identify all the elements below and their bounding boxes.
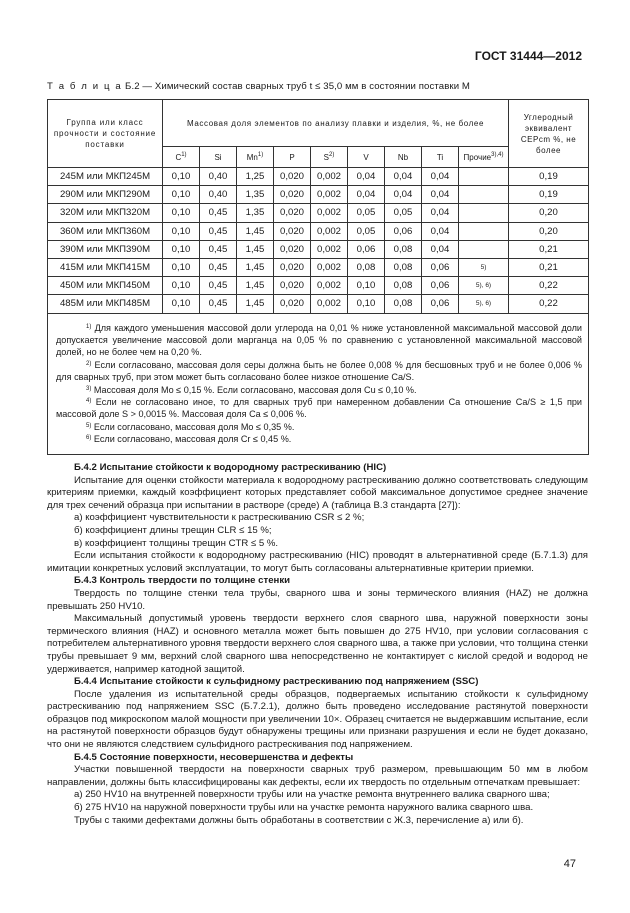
value-cell: 0,06	[348, 240, 385, 258]
value-cell: 0,002	[311, 186, 348, 204]
value-cell: 0,06	[422, 258, 459, 276]
element-symbol: Mn	[246, 152, 258, 162]
value-cell: 0,002	[311, 168, 348, 186]
element-symbol: Nb	[397, 152, 409, 162]
value-cell: 0,020	[274, 240, 311, 258]
value-cell: 0,002	[311, 258, 348, 276]
paragraph: б) 275 HV10 на наружной поверхности трубы или на участке ремонта наружного валика сварного шва.	[74, 802, 534, 814]
document-id: ГОСТ 31444—2012	[474, 49, 582, 63]
value-cell: 0,10	[163, 258, 200, 276]
element-footnote-mark: 3),4)	[491, 151, 504, 158]
paragraph: в) коэффициент толщины трещин CTR ≤ 5 %.	[74, 537, 279, 549]
element-header-cell	[459, 147, 509, 168]
page-number: 47	[563, 858, 576, 870]
table-row	[48, 240, 589, 258]
element-symbol: Si	[214, 152, 222, 162]
element-header-cell	[163, 147, 200, 168]
value-cell	[459, 240, 509, 258]
value-cell: 0,05	[348, 222, 385, 240]
value-cell: 0,08	[348, 258, 385, 276]
element-header-cell	[311, 147, 348, 168]
element-header-cell	[385, 147, 422, 168]
value-cell: 0,10	[163, 186, 200, 204]
element-header-cell	[274, 147, 311, 168]
value-cell: 0,08	[385, 277, 422, 295]
carbon-equivalent-cell: 0,22	[509, 295, 589, 313]
value-cell: 1,45	[237, 258, 274, 276]
header-group: Группа или класс прочности и состояние поставки	[48, 100, 163, 168]
carbon-equivalent-cell: 0,21	[509, 258, 589, 276]
footnote	[56, 433, 582, 445]
value-cell: 1,45	[237, 222, 274, 240]
section-heading: Б.4.4 Испытание стойкости к сульфидному растрескиванию под напряжением (SSC)	[74, 676, 479, 688]
value-cell: 0,020	[274, 168, 311, 186]
element-symbol: S	[323, 152, 329, 162]
value-cell: 0,45	[200, 222, 237, 240]
strength-group-cell: 320М или МКП320М	[48, 204, 163, 222]
value-cell: 0,10	[348, 295, 385, 313]
value-cell: 1,45	[237, 277, 274, 295]
value-cell: 0,05	[385, 204, 422, 222]
strength-group-cell: 390М или МКП390М	[48, 240, 163, 258]
value-cell: 0,002	[311, 204, 348, 222]
carbon-equivalent-cell: 0,20	[509, 204, 589, 222]
footnote-text: Массовая доля Mo ≤ 0,15 %. Если согласовано, массовая доля Cu ≤ 0,10 %.	[93, 384, 417, 395]
value-cell: 0,020	[274, 222, 311, 240]
value-cell: 5), 6)	[459, 295, 509, 313]
value-cell: 0,06	[422, 295, 459, 313]
strength-group-cell: 245М или МКП245М	[48, 168, 163, 186]
value-cell: 0,10	[163, 222, 200, 240]
element-header-cell	[200, 147, 237, 168]
value-cell: 0,04	[385, 168, 422, 186]
section-heading: Б.4.3 Контроль твердости по толщине стенки	[74, 575, 291, 587]
value-cell: 0,002	[311, 295, 348, 313]
value-cell: 1,45	[237, 240, 274, 258]
footnote-mark: 6)	[86, 435, 92, 442]
element-symbol: V	[363, 152, 369, 162]
body-text	[47, 462, 588, 827]
value-cell	[459, 186, 509, 204]
value-cell	[459, 168, 509, 186]
value-cell: 0,10	[163, 277, 200, 295]
value-cell: 0,45	[200, 258, 237, 276]
value-cell: 0,04	[385, 186, 422, 204]
element-footnote-mark: 1)	[257, 151, 264, 158]
value-cell: 1,45	[237, 295, 274, 313]
footnote-text: Если согласовано, массовая доля Cr ≤ 0,45 %.	[93, 434, 292, 445]
footnote	[56, 322, 582, 359]
footnote-text: Для каждого уменьшения массовой доли углерода на 0,01 % ниже установленной максимальной массовой доли допускается увеличение массовой доли марганца на 0,05 % по сравнению с установленной максимальной массовой долей, но не более чем на 0,20 %.	[56, 322, 583, 358]
table-row	[48, 295, 589, 313]
caption-text: Б.2 — Химический состав сварных труб t ≤ 35,0 мм в состоянии поставки М	[125, 81, 471, 92]
footnote	[56, 396, 582, 421]
strength-group-cell: 290М или МКП290М	[48, 186, 163, 204]
strength-group-cell: 485М или МКП485М	[48, 295, 163, 313]
value-cell: 0,020	[274, 258, 311, 276]
table-row	[48, 204, 589, 222]
value-cell: 1,35	[237, 204, 274, 222]
value-cell: 0,04	[422, 168, 459, 186]
carbon-equivalent-cell: 0,19	[509, 186, 589, 204]
value-cell: 0,10	[163, 168, 200, 186]
value-cell: 5), 6)	[459, 277, 509, 295]
value-cell: 0,002	[311, 222, 348, 240]
value-cell: 0,06	[385, 222, 422, 240]
element-footnote-mark: 2)	[329, 151, 335, 158]
value-cell: 0,10	[163, 295, 200, 313]
value-cell: 0,40	[200, 186, 237, 204]
table-caption	[47, 81, 470, 92]
value-cell: 0,020	[274, 204, 311, 222]
element-header-cell	[237, 147, 274, 168]
value-cell: 0,08	[385, 240, 422, 258]
paragraph: Испытание для оценки стойкости материала к водородному растрескиванию должно соответствовать следующим критериям приемки, каждый коэффициент которых представляет собой максимальное допустимое среднее значение для трех сечений образца при испытании в растворе (среде) А (таблица В.3 стандарта [27]):	[47, 474, 588, 511]
value-cell	[459, 204, 509, 222]
table-body	[48, 168, 589, 314]
value-cell: 0,04	[422, 186, 459, 204]
value-cell: 0,04	[348, 186, 385, 204]
value-cell: 0,40	[200, 168, 237, 186]
footnote-mark: 1)	[86, 323, 92, 330]
value-cell: 0,04	[422, 222, 459, 240]
value-cell: 1,35	[237, 186, 274, 204]
paragraph: Твердость по толщине стенки тела трубы, сварного шва и зоны термического влияния (HAZ) не должна превышать 250 HV10.	[47, 587, 588, 612]
value-cell: 0,08	[385, 258, 422, 276]
carbon-equivalent-cell: 0,22	[509, 277, 589, 295]
paragraph: а) коэффициент чувствительности к растрескиванию CSR ≤ 2 %;	[74, 512, 365, 524]
strength-group-cell: 360М или МКП360М	[48, 222, 163, 240]
value-cell: 0,020	[274, 295, 311, 313]
chemical-composition-table	[47, 99, 589, 455]
carbon-equivalent-cell: 0,19	[509, 168, 589, 186]
value-cell: 0,45	[200, 204, 237, 222]
footnote-mark: 4)	[86, 397, 92, 404]
value-cell: 0,04	[348, 168, 385, 186]
table-row	[48, 277, 589, 295]
value-cell: 0,002	[311, 277, 348, 295]
caption-prefix: Т а б л и ц а	[47, 81, 123, 92]
table-row	[48, 222, 589, 240]
value-cell: 0,45	[200, 240, 237, 258]
value-cell	[459, 222, 509, 240]
element-symbol: C	[175, 152, 182, 162]
value-cell: 0,020	[274, 186, 311, 204]
value-cell: 0,04	[422, 240, 459, 258]
footnote-text: Если согласовано, массовая доля серы должна быть не более 0,008 % для бесшовных труб и не более 0,006 % для сварных труб, при этом может быть согласовано более низкое отношение Ca/S.	[56, 359, 583, 383]
value-cell: 0,05	[348, 204, 385, 222]
paragraph: б) коэффициент длины трещин CLR ≤ 15 %;	[74, 524, 272, 536]
value-cell: 0,002	[311, 240, 348, 258]
paragraph: а) 250 HV10 на внутренней поверхности трубы или на участке ремонта внутреннего валика сварного шва;	[74, 789, 550, 801]
section-heading: Б.4.5 Состояние поверхности, несовершенства и дефекты	[74, 751, 354, 763]
paragraph: Трубы с такими дефектами должны быть обработаны в соответствии с Ж.3, перечисление а) или б).	[74, 814, 524, 826]
element-symbol: Прочие	[463, 152, 492, 162]
footnote	[56, 384, 582, 396]
header-mass-fraction: Массовая доля элементов по анализу плавки и изделия, %, не более	[163, 100, 509, 147]
strength-group-cell: 450М или МКП450М	[48, 277, 163, 295]
table-row	[48, 168, 589, 186]
header-carbon-equivalent: Углеродный эквивалент CEPcm %, не более	[509, 100, 589, 168]
value-cell: 0,10	[348, 277, 385, 295]
paragraph: Максимальный допустимый уровень твердости верхнего слоя сварного шва, наружной поверхности зоны термического влияния (HAZ) и основного металла может быть повышен до 275 HV10, при условии согласования с потребителем альтернативного уровня твердости верхнего слоя сварного шва, а также при условии, что толщина стенки трубы превышает 9 мм, верхний слой сварного шва непосредственно не контактирует с кислой средой и водород не удерживается, например катодной защитой.	[47, 613, 588, 675]
value-cell: 0,06	[422, 277, 459, 295]
footnote-mark: 5)	[86, 422, 92, 429]
value-cell: 1,25	[237, 168, 274, 186]
element-header-cell	[422, 147, 459, 168]
element-symbol: Ti	[436, 152, 444, 162]
section-heading: Б.4.2 Испытание стойкости к водородному растрескиванию (HIC)	[74, 462, 387, 473]
table-row	[48, 258, 589, 276]
footnote-mark: 2)	[86, 360, 92, 367]
value-cell: 0,10	[163, 240, 200, 258]
value-cell: 0,08	[385, 295, 422, 313]
value-cell: 0,04	[422, 204, 459, 222]
footnote-text: Если согласовано, массовая доля Mo ≤ 0,35 %.	[93, 421, 295, 432]
footnote	[56, 359, 582, 384]
table-footnotes	[48, 313, 589, 454]
footnote-text: Если не согласовано иное, то для сварных труб при намеренном добавлении Ca отношение Ca/S ≥ 1,5 при массовой доле S > 0,0015 %. Массовая доля Ca ≤ 0,006 %.	[56, 396, 583, 420]
value-cell: 0,020	[274, 277, 311, 295]
value-cell: 0,10	[163, 204, 200, 222]
value-cell: 5)	[459, 258, 509, 276]
strength-group-cell: 415М или МКП415М	[48, 258, 163, 276]
carbon-equivalent-cell: 0,20	[509, 222, 589, 240]
paragraph: Если испытания стойкости к водородному растрескиванию (HIC) проводят в альтернативной среде (Б.7.1.3) для имитации конкретных условий эксплуатации, то могут быть согласованы альтернативные критерии приемки.	[47, 550, 588, 574]
value-cell: 0,45	[200, 277, 237, 295]
element-symbol: P	[289, 152, 295, 162]
paragraph: Участки повышенной твердости на поверхности сварных труб размером, превышающим 50 мм в любом направлении, должны быть классифицированы как дефекты, если их твердость по отдельным отпечаткам превышает:	[47, 764, 588, 788]
footnote	[56, 421, 582, 433]
footnote-mark: 3)	[86, 385, 92, 392]
element-header-cell	[348, 147, 385, 168]
table-row	[48, 186, 589, 204]
value-cell: 0,45	[200, 295, 237, 313]
paragraph: После удаления из испытательной среды образцов, подвергаемых испытанию стойкости к сульфидному растрескиванию под напряжением SSC (Б.7.2.1), должно быть проведено исследование растянутой поверхности образцов под микроскопом малой мощности при увеличении 10×. Образец считается не выдержавшим испытание, если на растянутой поверхности образцов будут обнаружены трещины или признаки разрушения и если не будет доказано, что они не являются следствием сульфидного растрескивания под напряжением.	[47, 688, 588, 751]
carbon-equivalent-cell: 0,21	[509, 240, 589, 258]
element-footnote-mark: 1)	[181, 151, 187, 158]
